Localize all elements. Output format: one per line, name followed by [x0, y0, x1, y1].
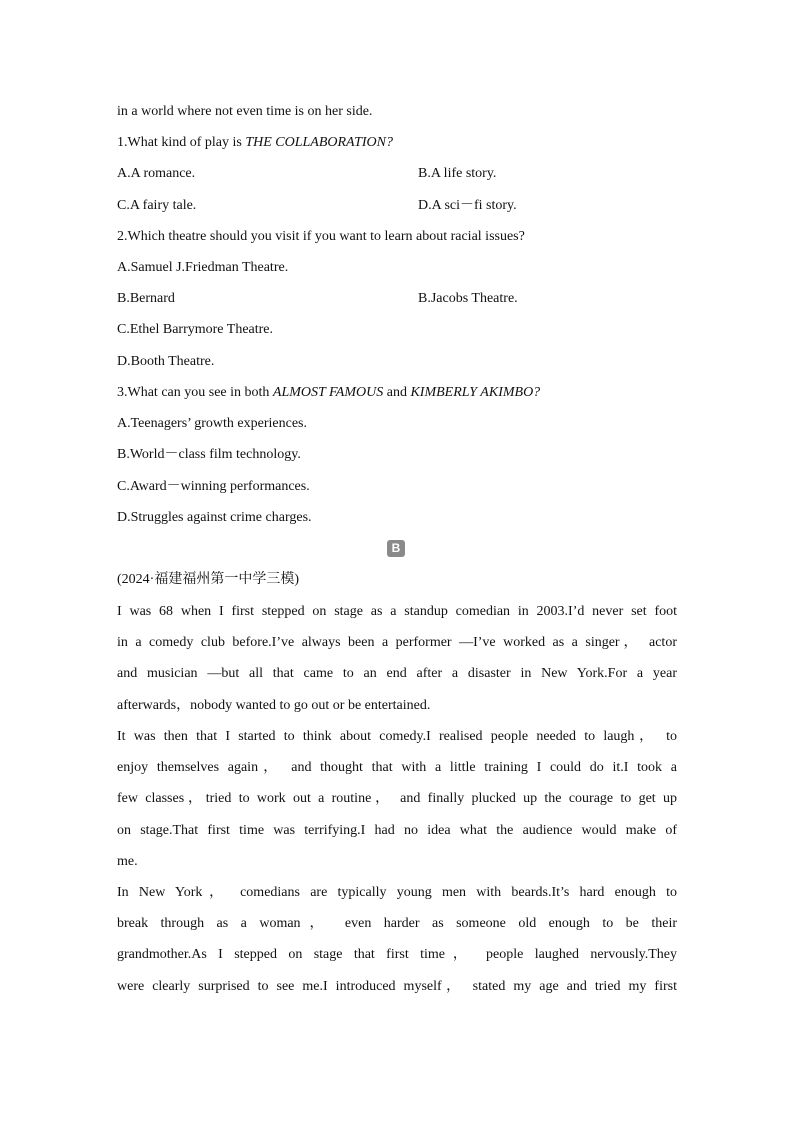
paragraph-line: break through as a woman， even harder as someone old enough to be their	[117, 916, 677, 932]
paragraph-line: enjoy themselves again， and thought that with a little training I could do it.I took a	[117, 760, 677, 776]
paragraph-line: on stage.That first time was terrifying.I had no idea what the audience would make of	[117, 822, 677, 838]
paragraph-line: were clearly surprised to see me.I introduced myself， stated my age and tried my first	[117, 978, 677, 994]
paragraph-line: me.	[117, 853, 138, 869]
q2-option-b-part1: B.Bernard	[117, 291, 175, 306]
paragraph-line: In New York， comedians are typically young men with beards.It’s hard enough to	[117, 885, 677, 900]
paragraph-line: It was then that I started to think about comedy.I realised people needed to laugh， to	[117, 729, 677, 744]
question-1-stem: 1.What kind of play is THE COLLABORATION?	[117, 135, 393, 150]
paragraph-line: few classes，tried to work out a routine， and finally plucked up the courage to get up	[117, 791, 677, 807]
paragraph-line: grandmother.As I stepped on stage that first time， people laughed nervously.They	[117, 947, 677, 963]
question-3-stem: 3.What can you see in both ALMOST FAMOUS and KIMBERLY AKIMBO?	[117, 385, 541, 400]
source-citation: (2024·福建福州第一中学三模)	[117, 572, 299, 587]
play-title: THE COLLABORATION?	[245, 135, 393, 150]
q2-option-c: C.Ethel Barrymore Theatre.	[117, 322, 274, 337]
section-b-badge: B	[387, 540, 405, 557]
passage-tail-line: in a world where not even time is on her side.	[117, 104, 373, 119]
show-title-2: KIMBERLY AKIMBO?	[410, 385, 541, 400]
q3-option-a: A.Teenagers’ growth experiences.	[117, 416, 308, 431]
passage-paragraph-2	[117, 721, 677, 877]
q3-option-d: D.Struggles against crime charges.	[117, 510, 312, 525]
q3-option-b: B.World－class film technology.	[117, 447, 301, 462]
q1-option-b: B.A life story.	[418, 166, 497, 181]
q1-option-d: D.A sci－fi story.	[418, 198, 517, 213]
paragraph-line: in a comedy club before.I’ve always been a performer —I’ve worked as a singer， actor	[117, 635, 677, 651]
paragraph-line: afterwards，nobody wanted to go out or be entertained.	[117, 697, 431, 713]
paragraph-line: and musician —but all that came to an end after a disaster in New York.For a year	[117, 666, 677, 682]
show-title-1: ALMOST FAMOUS	[272, 385, 384, 400]
q1-option-c: C.A fairy tale.	[117, 198, 197, 213]
q3-option-c: C.Award－winning performances.	[117, 479, 310, 494]
q2-option-d: D.Booth Theatre.	[117, 354, 215, 369]
passage-paragraph-1	[117, 596, 677, 721]
paragraph-line: I was 68 when I first stepped on stage as a standup comedian in 2003.I’d never set foot	[117, 604, 677, 619]
q2-option-b-part2: B.Jacobs Theatre.	[418, 291, 518, 306]
q2-option-a: A.Samuel J.Friedman Theatre.	[117, 260, 289, 275]
question-2-stem: 2.Which theatre should you visit if you want to learn about racial issues?	[117, 229, 525, 244]
passage-paragraph-3	[117, 877, 677, 1002]
q1-option-a: A.A romance.	[117, 166, 196, 181]
